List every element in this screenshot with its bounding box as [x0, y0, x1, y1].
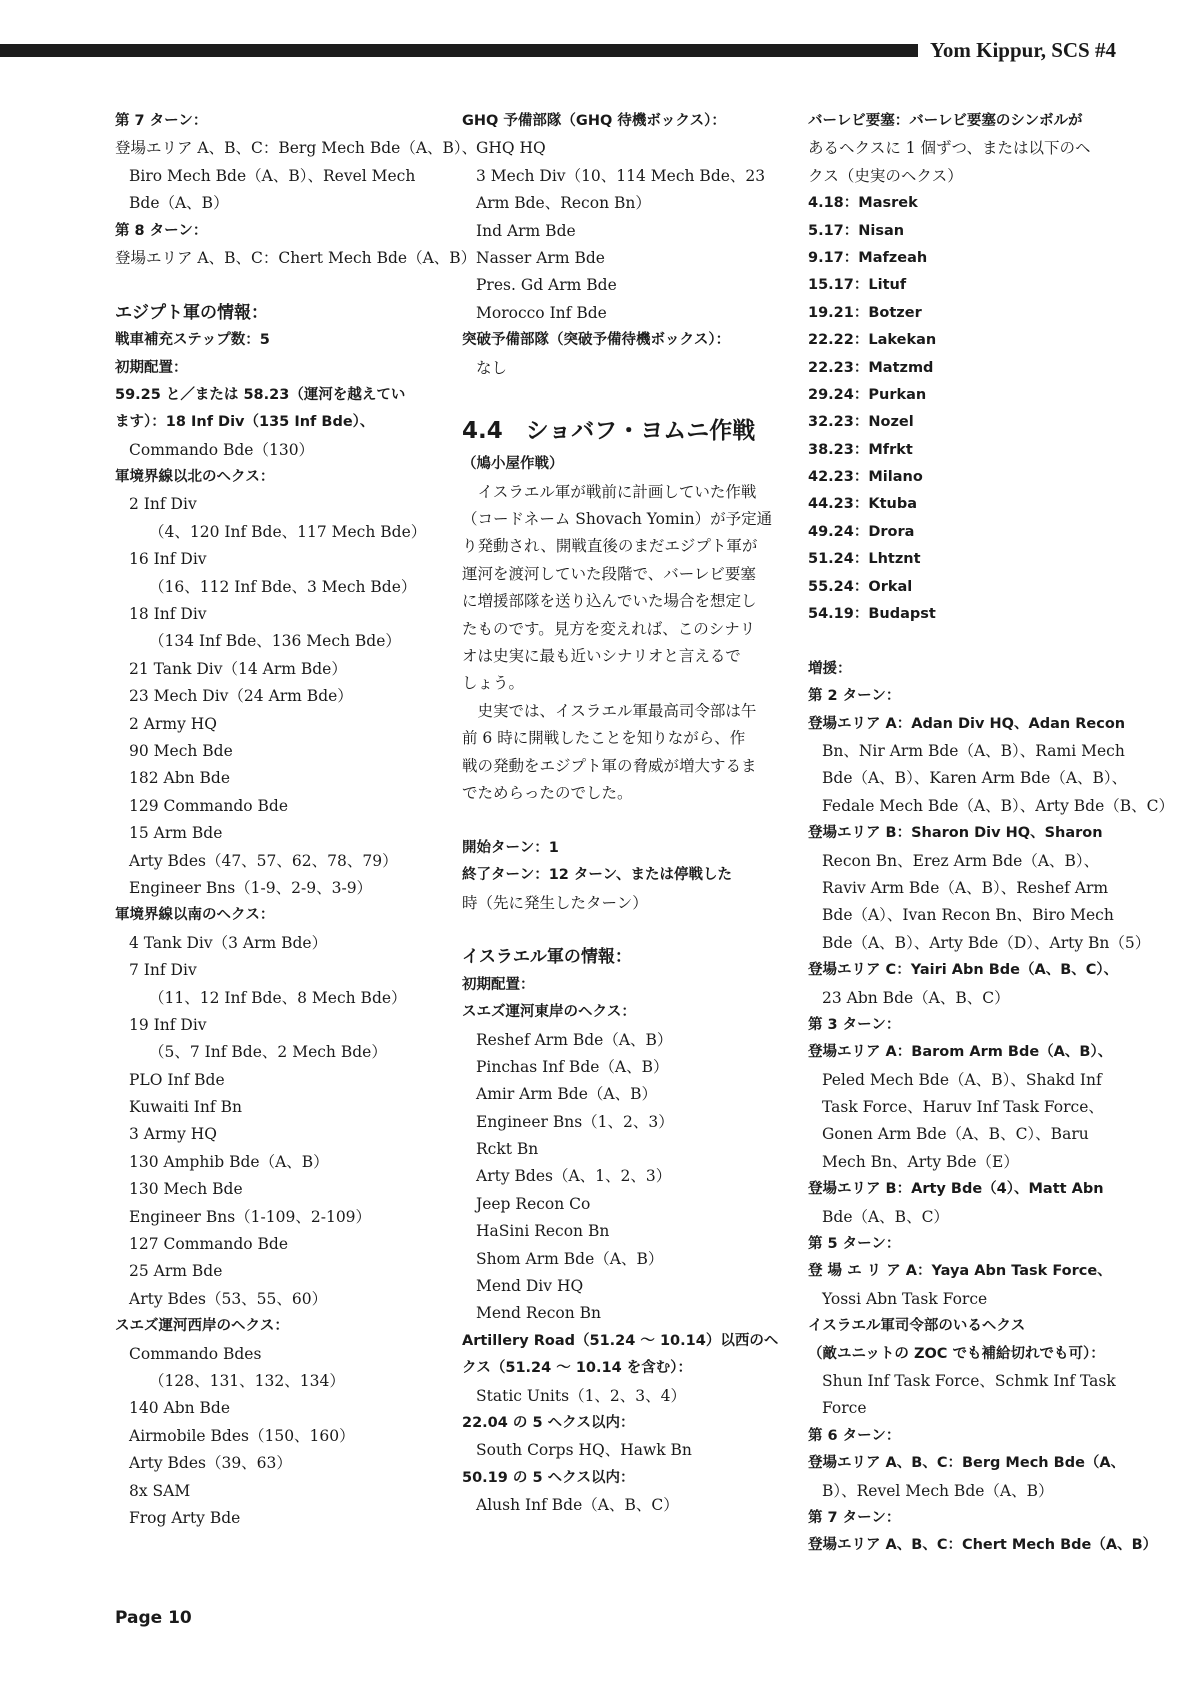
bold-label: クス（51.24 ～ 10.14 を含む）：: [462, 1360, 692, 1377]
text-line: 戦の発動をエジプト軍の脅威が増大するま: [462, 756, 757, 775]
bold-label: 軍境界線以南のヘクス：: [115, 907, 275, 924]
unit-entry: Bde（A、B）: [129, 194, 229, 213]
unit-entry: Kuwaiti Inf Bn: [129, 1098, 242, 1117]
unit-entry: 16 Inf Div: [129, 550, 207, 569]
bold-label: 15.17：Lituf: [808, 277, 907, 294]
running-header: Yom Kippur, SCS #4: [930, 38, 1116, 62]
unit-entry: Shun Inf Task Force、Schmk Inf Task: [822, 1371, 1116, 1390]
unit-entry: Engineer Bns（1-109、2-109）: [129, 1207, 372, 1226]
bold-label: 51.24：Lhtznt: [808, 551, 921, 568]
bold-label: 22.22：Lakekan: [808, 332, 937, 349]
unit-entry: 130 Mech Bde: [129, 1180, 243, 1199]
column-right: [808, 108, 1175, 1560]
unit-entry: Pres. Gd Arm Bde: [476, 276, 617, 295]
unit-entry: （134 Inf Bde、136 Mech Bde）: [149, 632, 401, 651]
spacer: [115, 272, 427, 299]
unit-entry: Nasser Arm Bde: [476, 248, 605, 267]
text-line: 登場エリア A、B、C：Chert Mech Bde（A、B）: [115, 248, 477, 267]
unit-entry: Frog Arty Bde: [129, 1508, 241, 1527]
unit-entry: 182 Abn Bde: [129, 769, 231, 788]
unit-entry: Arty Bdes（47、57、62、78、79）: [129, 851, 398, 870]
column-left: [115, 108, 478, 1532]
bold-label: 9.17：Mafzeah: [808, 249, 928, 266]
unit-entry: （128、131、132、134）: [149, 1371, 345, 1390]
bold-label: 第 8 ターン：: [115, 222, 208, 239]
bold-label: バーレビ要塞：バーレビ要塞のシンボルが: [808, 113, 1083, 129]
unit-entry: 129 Commando Bde: [129, 796, 288, 815]
bold-label: 54.19：Budapst: [808, 606, 936, 623]
unit-entry: なし: [476, 358, 508, 377]
unit-entry: 23 Mech Div（24 Arm Bde）: [129, 687, 353, 706]
bold-label: 38.23：Mfrkt: [808, 441, 913, 458]
unit-entry: 2 Inf Div: [129, 495, 197, 514]
spacer: [462, 917, 769, 944]
unit-entry: GHQ HQ: [476, 139, 546, 158]
header-rule: [0, 44, 918, 57]
bold-label: 初期配置：: [115, 359, 188, 376]
unit-entry: B）、Revel Mech Bde（A、B）: [822, 1481, 1054, 1500]
unit-entry: （4、120 Inf Bde、117 Mech Bde）: [149, 522, 427, 541]
bold-label: 開始ターン：1: [462, 839, 559, 856]
bold-label: 42.23：Milano: [808, 469, 923, 486]
bold-label: 29.24：Purkan: [808, 386, 927, 403]
unit-entry: Task Force、Haruv Inf Task Force、: [822, 1098, 1104, 1117]
text-line: クス（史実のヘクス）: [808, 166, 963, 185]
bold-label: 登 場 エ リ ア A：Yaya Abn Task Force、: [808, 1263, 1112, 1280]
unit-entry: Arty Bdes（A、1、2、3）: [476, 1167, 672, 1186]
bold-label: 初期配置：: [462, 976, 535, 993]
unit-entry: Bde（A）、Ivan Recon Bn、Biro Mech: [822, 906, 1114, 925]
unit-entry: 21 Tank Div（14 Arm Bde）: [129, 659, 347, 678]
spacer: [808, 628, 1119, 655]
bold-label: 59.25 と／または 58.23（運河を越えてい: [115, 386, 406, 403]
unit-entry: Airmobile Bdes（150、160）: [129, 1426, 355, 1445]
bold-label: 第 6 ターン：: [808, 1427, 901, 1444]
unit-entry: Reshef Arm Bde（A、B）: [476, 1030, 673, 1049]
unit-entry: Static Units（1、2、3、4）: [476, 1386, 687, 1405]
bold-label: 49.24：Drora: [808, 523, 915, 540]
bold-label: 登場エリア B：Arty Bde（4）、Matt Abn: [808, 1181, 1104, 1198]
unit-entry: 3 Mech Div（10、114 Mech Bde、23: [476, 166, 766, 185]
unit-entry: Raviv Arm Bde（A、B）、Reshef Arm: [822, 878, 1109, 897]
unit-entry: 19 Inf Div: [129, 1015, 207, 1034]
bold-label: 第 3 ターン：: [808, 1016, 901, 1033]
column-middle: [462, 108, 779, 1520]
unit-entry: Arm Bde、Recon Bn）: [476, 194, 651, 213]
unit-entry: （16、112 Inf Bde、3 Mech Bde）: [149, 577, 417, 596]
section-heading: エジプト軍の情報：: [115, 302, 268, 323]
bold-label: 第 7 ターン：: [808, 1509, 901, 1526]
bold-label: 第 5 ターン：: [808, 1236, 901, 1253]
bold-label: 50.19 の 5 ヘクス以内：: [462, 1469, 635, 1486]
unit-entry: Rckt Bn: [476, 1140, 539, 1159]
bold-label: 55.24：Orkal: [808, 578, 913, 595]
unit-entry: Alush Inf Bde（A、B、C）: [476, 1496, 679, 1515]
text-line: あるヘクスに 1 個ずつ、または以下のヘ: [808, 139, 1091, 158]
text-line: 前 6 時に開戦したことを知りながら、作: [462, 729, 746, 748]
unit-entry: Arty Bdes（53、55、60）: [129, 1289, 328, 1308]
text-line: 史実では、イスラエル軍最高司令部は午: [462, 701, 757, 720]
unit-entry: 3 Army HQ: [129, 1125, 217, 1144]
unit-entry: Bde（A、B）、Karen Arm Bde（A、B）、: [822, 769, 1128, 788]
unit-entry: Pinchas Inf Bde（A、B）: [476, 1057, 669, 1076]
unit-entry: Peled Mech Bde（A、B）、Shakd Inf: [822, 1070, 1102, 1089]
bold-label: （敵ユニットの ZOC でも補給切れでも可）：: [808, 1345, 1105, 1362]
bold-label: （鳩小屋作戦）: [462, 456, 564, 473]
text-line: 登場エリア A、B、C：Berg Mech Bde（A、B）、: [115, 139, 478, 158]
bold-label: 22.23：Matzmd: [808, 359, 934, 376]
unit-entry: Commando Bdes: [129, 1344, 262, 1363]
bold-label: イスラエル軍司令部のいるヘクス: [808, 1318, 1026, 1335]
unit-entry: Ind Arm Bde: [476, 221, 576, 240]
unit-entry: （5、7 Inf Bde、2 Mech Bde）: [149, 1043, 387, 1062]
spacer: [462, 382, 769, 409]
bold-label: 突破予備部隊（突破予備待機ボックス）：: [462, 332, 731, 349]
section-heading: イスラエル軍の情報：: [462, 947, 632, 968]
bold-label: 5.17：Nisan: [808, 222, 905, 239]
unit-entry: Bn、Nir Arm Bde（A、B）、Rami Mech: [822, 741, 1125, 760]
bold-label: 19.21：Botzer: [808, 304, 922, 321]
unit-entry: （11、12 Inf Bde、8 Mech Bde）: [149, 988, 407, 1007]
unit-entry: 130 Amphib Bde（A、B）: [129, 1152, 329, 1171]
bold-label: スエズ運河西岸のヘクス：: [115, 1318, 289, 1335]
text-line: でためらったのでした。: [462, 783, 633, 802]
bold-label: ます）：18 Inf Div（135 Inf Bde）、: [115, 414, 375, 431]
unit-entry: 15 Arm Bde: [129, 824, 223, 843]
bold-label: 登場エリア A、B、C：Berg Mech Bde（A、: [808, 1455, 1126, 1472]
bold-label: 戦車補充ステップ数：5: [115, 332, 270, 349]
unit-entry: 23 Abn Bde（A、B、C）: [822, 988, 1010, 1007]
unit-entry: Mend Recon Bn: [476, 1304, 602, 1323]
bold-label: 第 2 ターン：: [808, 688, 901, 705]
unit-entry: Morocco Inf Bde: [476, 303, 607, 322]
bold-label: Artillery Road（51.24 ～ 10.14）以西のヘ: [462, 1332, 779, 1349]
bold-label: GHQ 予備部隊（GHQ 待機ボックス）：: [462, 113, 726, 129]
text-line: り発動され、開戦直後のまだエジプト軍が: [462, 537, 758, 556]
unit-entry: Commando Bde（130）: [129, 440, 315, 459]
text-line: しょう。: [462, 674, 525, 693]
text-line: に増援部隊を送り込んでいた場合を想定し: [462, 592, 757, 611]
unit-entry: 4 Tank Div（3 Arm Bde）: [129, 933, 328, 952]
text-line: たものです。見方を変えれば、このシナリ: [462, 619, 756, 638]
text-line: 時（先に発生したターン）: [462, 893, 648, 912]
unit-entry: Jeep Recon Co: [476, 1194, 591, 1213]
bold-label: 終了ターン：12 ターン、または停戦した: [462, 867, 732, 884]
unit-entry: Amir Arm Bde（A、B）: [476, 1085, 657, 1104]
text-line: オは史実に最も近いシナリオと言えるで: [462, 647, 741, 666]
unit-entry: 90 Mech Bde: [129, 741, 233, 760]
unit-entry: South Corps HQ、Hawk Bn: [476, 1441, 692, 1460]
bold-label: 登場エリア B：Sharon Div HQ、Sharon: [808, 825, 1103, 842]
bold-label: 4.18：Masrek: [808, 195, 918, 212]
unit-entry: 18 Inf Div: [129, 605, 207, 624]
unit-entry: 127 Commando Bde: [129, 1235, 288, 1254]
unit-entry: 2 Army HQ: [129, 714, 217, 733]
bold-label: スエズ運河東岸のヘクス：: [462, 1004, 636, 1021]
bold-label: 44.23：Ktuba: [808, 496, 918, 513]
unit-entry: 8x SAM: [129, 1481, 191, 1500]
text-line: （コードネーム Shovach Yomin）が予定通: [462, 510, 773, 529]
bold-label: 第 7 ターン：: [115, 113, 208, 129]
bold-label: 22.04 の 5 ヘクス以内：: [462, 1414, 635, 1431]
bold-label: 登場エリア A：Adan Div HQ、Adan Recon: [808, 715, 1126, 732]
unit-entry: 25 Arm Bde: [129, 1262, 223, 1281]
bold-label: 増援：: [808, 660, 852, 677]
bold-label: 32.23：Nozel: [808, 414, 914, 431]
unit-entry: Engineer Bns（1-9、2-9、3-9）: [129, 878, 373, 897]
unit-entry: Recon Bn、Erez Arm Bde（A、B）、: [822, 851, 1100, 870]
unit-entry: Yossi Abn Task Force: [822, 1289, 988, 1308]
unit-entry: Shom Arm Bde（A、B）: [476, 1249, 664, 1268]
unit-entry: Force: [822, 1399, 867, 1418]
unit-entry: Engineer Bns（1、2、3）: [476, 1112, 674, 1131]
unit-entry: 140 Abn Bde: [129, 1399, 231, 1418]
unit-entry: 7 Inf Div: [129, 961, 197, 980]
unit-entry: Bde（A、B、C）: [822, 1207, 949, 1226]
unit-entry: Gonen Arm Bde（A、B、C）、Baru: [822, 1125, 1089, 1144]
unit-entry: PLO Inf Bde: [129, 1070, 225, 1089]
bold-label: 登場エリア C：Yairi Abn Bde（A、B、C）、: [808, 962, 1119, 979]
spacer: [462, 807, 769, 834]
unit-entry: Fedale Mech Bde（A、B）、Arty Bde（B、C）: [822, 796, 1175, 815]
text-line: 運河を渡河していた段階で、バーレビ要塞: [462, 564, 756, 583]
text-line: イスラエル軍が戦前に計画していた作戦: [462, 482, 757, 501]
unit-entry: Biro Mech Bde（A、B）、Revel Mech: [129, 166, 416, 185]
unit-entry: HaSini Recon Bn: [476, 1222, 610, 1241]
unit-entry: Mend Div HQ: [476, 1277, 584, 1296]
bold-label: 登場エリア A：Barom Arm Bde（A、B）、: [808, 1044, 1113, 1061]
page-number: Page 10: [115, 1608, 192, 1628]
unit-entry: Mech Bn、Arty Bde（E）: [822, 1152, 1019, 1171]
bold-label: 登場エリア A、B、C：Chert Mech Bde（A、B）: [808, 1537, 1158, 1554]
scenario-title: 4.4 ショバフ・ヨムニ作戦: [462, 418, 756, 445]
unit-entry: Arty Bdes（39、63）: [129, 1454, 292, 1473]
unit-entry: Bde（A、B）、Arty Bde（D）、Arty Bn（5）: [822, 933, 1151, 952]
bold-label: 軍境界線以北のヘクス：: [115, 469, 275, 486]
